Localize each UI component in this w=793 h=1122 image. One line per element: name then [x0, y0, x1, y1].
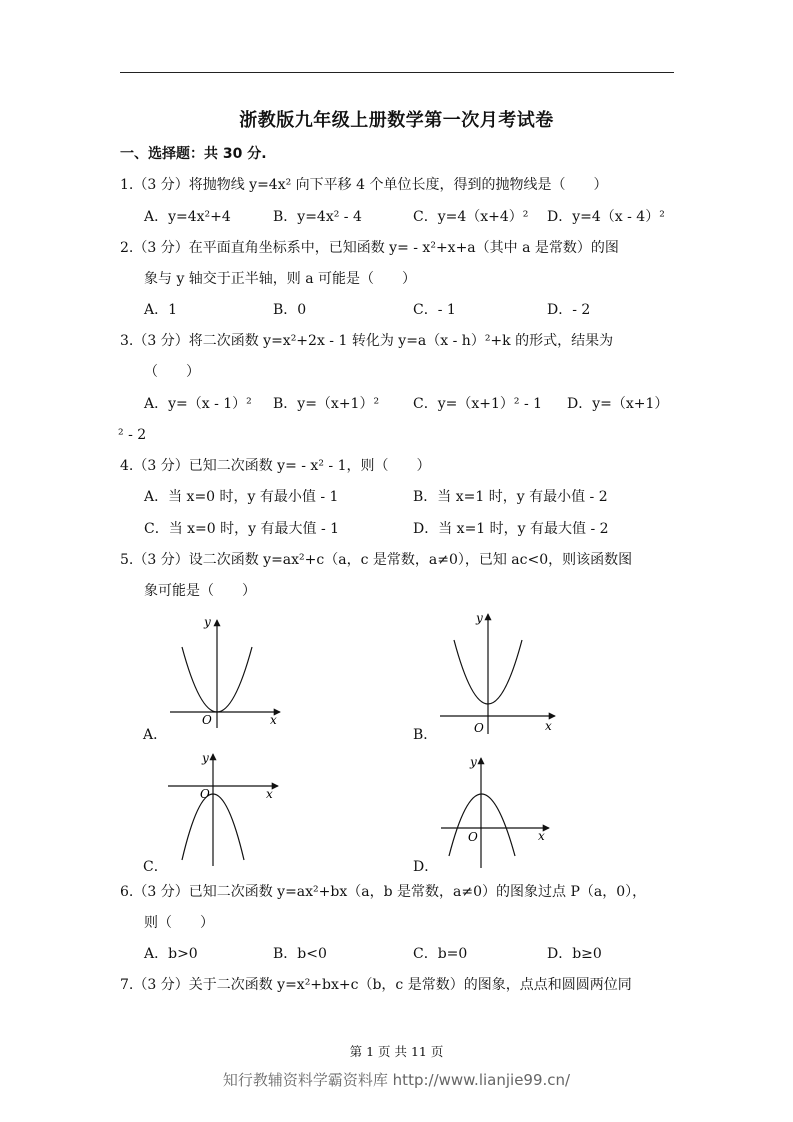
question-7-stem-line1: 7.（3 分）关于二次函数 y=x²+bx+c（b，c 是常数）的图象，点点和圆圆两位同 — [120, 977, 632, 993]
graph-b — [430, 608, 560, 736]
graph-b-label: B． — [413, 727, 438, 743]
graph-c-label: C． — [143, 859, 168, 875]
page-footer: 第 1 页 共 11 页 — [349, 1044, 444, 1059]
question-6-stem-line2: 则（ ） — [144, 915, 214, 931]
q3-option-b: B．y=（x+1）² — [273, 396, 380, 412]
q3-option-a: A．y=（x - 1）² — [144, 396, 252, 412]
graph-c-origin: O — [200, 787, 210, 801]
q6-option-b: B．b<0 — [273, 946, 327, 962]
question-3-stem-line1: 3.（3 分）将二次函数 y=x²+2x - 1 转化为 y=a（x - h）²+k 的形式，结果为 — [120, 333, 614, 349]
q6-option-d: D．b≥0 — [547, 946, 602, 962]
graph-b-y-label: y — [476, 611, 483, 625]
q4-option-b: B．当 x=1 时，y 有最小值 - 2 — [413, 489, 608, 505]
graph-a — [160, 612, 285, 732]
watermark-link[interactable]: 知行教辅资料学霸资料库 http://www.lianjie99.cn/ — [222, 1071, 571, 1089]
question-6-stem-line1: 6.（3 分）已知二次函数 y=ax²+bx（a，b 是常数，a≠0）的图象过点 P（a，0）， — [120, 884, 647, 900]
graph-d — [435, 752, 555, 870]
graph-a-origin: O — [202, 713, 212, 727]
q2-option-d: D．- 2 — [547, 302, 591, 318]
top-rule — [120, 72, 674, 73]
question-2-stem-line2: 象与 y 轴交于正半轴，则 a 可能是（ ） — [144, 271, 417, 287]
question-2-stem-line1: 2.（3 分）在平面直角坐标系中，已知函数 y= - x²+x+a（其中 a 是常数）的图 — [120, 240, 619, 256]
section-heading: 一、选择题：共 30 分. — [120, 146, 267, 162]
q6-option-a: A．b>0 — [144, 946, 198, 962]
q2-option-a: A．1 — [144, 302, 178, 318]
graph-d-x-label: x — [538, 829, 545, 843]
q3-option-d: D．y=（x+1） — [567, 396, 669, 412]
q1-option-a: A．y=4x²+4 — [144, 209, 231, 225]
graph-c-x-label: x — [266, 787, 273, 801]
q4-option-d: D．当 x=1 时，y 有最大值 - 2 — [413, 521, 609, 537]
graph-b-x-label: x — [545, 719, 552, 733]
question-5-stem-line2: 象可能是（ ） — [144, 583, 256, 599]
q3-option-d-wrap: ² - 2 — [118, 427, 147, 443]
q1-option-c: C．y=4（x+4）² — [413, 209, 529, 225]
q4-option-a: A．当 x=0 时，y 有最小值 - 1 — [144, 489, 339, 505]
graph-a-label: A． — [143, 727, 168, 743]
q3-option-c: C．y=（x+1）² - 1 — [413, 396, 543, 412]
graph-c-y-label: y — [202, 751, 209, 765]
graph-a-y-label: y — [204, 615, 211, 629]
q4-option-c: C．当 x=0 时，y 有最大值 - 1 — [144, 521, 340, 537]
question-1-stem: 1.（3 分）将抛物线 y=4x² 向下平移 4 个单位长度，得到的抛物线是（ ） — [120, 177, 608, 193]
graph-b-origin: O — [474, 721, 484, 735]
graph-d-origin: O — [468, 830, 478, 844]
q2-option-b: B．0 — [273, 302, 307, 318]
graph-d-label: D． — [413, 859, 439, 875]
graph-d-y-label: y — [470, 755, 477, 769]
q1-option-b: B．y=4x² - 4 — [273, 209, 362, 225]
graph-a-x-label: x — [270, 713, 277, 727]
q6-option-c: C．b=0 — [413, 946, 468, 962]
graph-c — [160, 748, 285, 868]
q2-option-c: C．- 1 — [413, 302, 456, 318]
page-title: 浙教版九年级上册数学第一次月考试卷 — [239, 110, 554, 131]
question-3-stem-line2: （ ） — [144, 364, 200, 380]
q1-option-d: D．y=4（x - 4）² — [547, 209, 665, 225]
question-5-stem-line1: 5.（3 分）设二次函数 y=ax²+c（a，c 是常数，a≠0），已知 ac<0，则该函数图 — [120, 552, 633, 568]
question-4-stem: 4.（3 分）已知二次函数 y= - x² - 1，则（ ） — [120, 458, 431, 474]
